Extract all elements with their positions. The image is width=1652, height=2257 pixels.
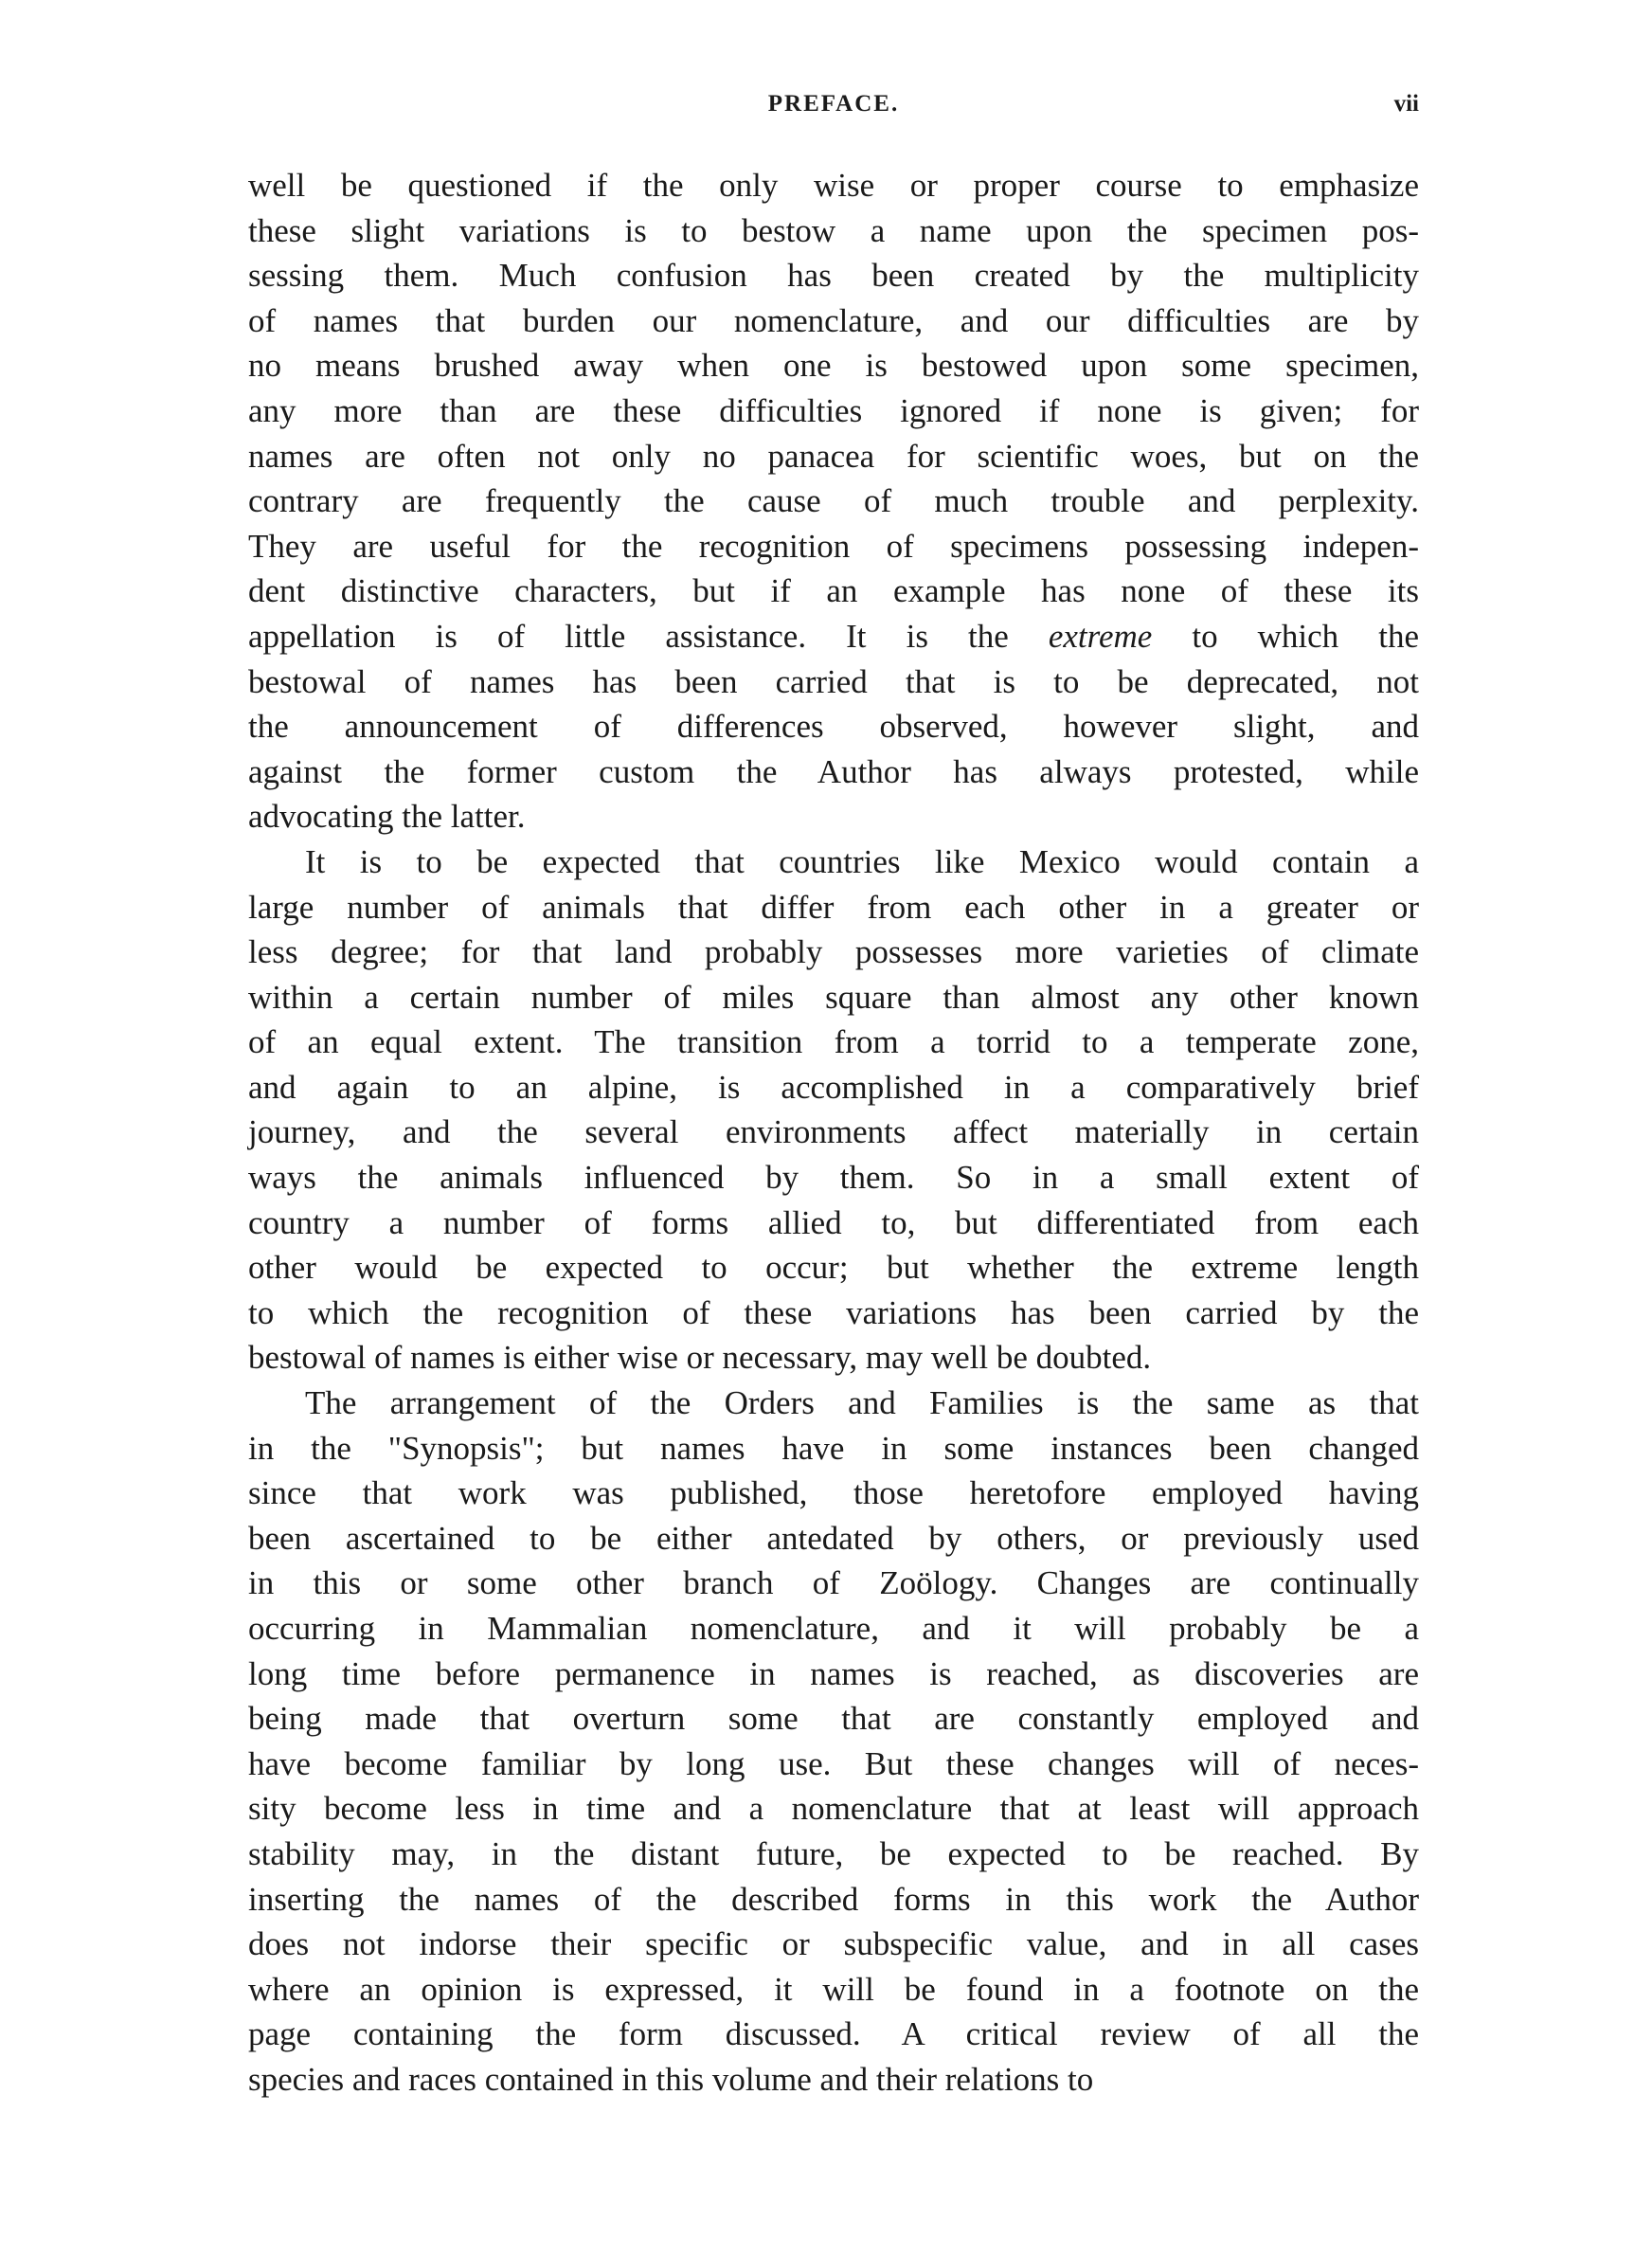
page-number: vii [1393, 91, 1419, 117]
text-line: these slight variations is to bestow a name upon the specimen pos- [248, 211, 1419, 249]
text-line: It is to be expected that countries like Mexico would contain a [305, 842, 1419, 880]
body-text [248, 163, 1419, 2103]
paragraph [248, 840, 1419, 1381]
text-line: names are often not only no panacea for scientific woes, but on the [248, 437, 1419, 475]
text-line: of an equal extent. The transition from a torrid to a temperate zone, [248, 1023, 1419, 1061]
text-line: been ascertained to be either antedated by others, or previously used [248, 1519, 1419, 1557]
text-line: journey, and the several environments affect materially in certain [248, 1113, 1419, 1151]
running-title: PREFACE. [767, 91, 900, 117]
text-line: advocating the latter. [248, 798, 526, 836]
text-line: in the "Synopsis"; but names have in some instances been changed [248, 1429, 1419, 1467]
paragraph [248, 163, 1419, 840]
paragraph [248, 1381, 1419, 2103]
text-line: against the former custom the Author has always protested, while [248, 752, 1419, 790]
text-line: less degree; for that land probably possesses more varieties of climate [248, 933, 1419, 971]
text-line: any more than are these difficulties ignored if none is given; for [248, 391, 1419, 429]
text-line: They are useful for the recognition of specimens possessing indepen- [248, 527, 1419, 565]
text-line: to which the recognition of these variations has been carried by the [248, 1293, 1419, 1331]
text-line: appellation is of little assistance. It is the extreme to which the [248, 617, 1419, 655]
text-line: inserting the names of the described forms in this work the Author [248, 1880, 1419, 1918]
text-line: bestowal of names has been carried that is to be deprecated, not [248, 662, 1419, 700]
text-line: well be questioned if the only wise or proper course to emphasize [248, 167, 1419, 204]
text-line: sessing them. Much confusion has been created by the multiplicity [248, 257, 1419, 295]
text-line: ways the animals influenced by them. So in a small extent of [248, 1159, 1419, 1197]
text-line: dent distinctive characters, but if an example has none of these its [248, 572, 1419, 610]
text-line: country a number of forms allied to, but differentiated from each [248, 1203, 1419, 1241]
text-line: sity become less in time and a nomenclature that at least will approach [248, 1790, 1419, 1828]
text-line: occurring in Mammalian nomenclature, and it will probably be a [248, 1610, 1419, 1647]
text-line: large number of animals that differ from each other in a greater or [248, 888, 1419, 926]
text-line: no means brushed away when one is bestowed upon some specimen, [248, 347, 1419, 385]
text-line: bestowal of names is either wise or necessary, may well be doubted. [248, 1339, 1152, 1377]
text-line: page containing the form discussed. A critical review of all the [248, 2015, 1419, 2053]
text-line: does not indorse their specific or subspecific value, and in all cases [248, 1925, 1419, 1963]
text-line: in this or some other branch of Zoölogy. Changes are continually [248, 1564, 1419, 1602]
text-line: contrary are frequently the cause of much trouble and perplexity. [248, 482, 1419, 520]
text-line: have become familiar by long use. But these changes will of neces- [248, 1744, 1419, 1782]
text-line: other would be expected to occur; but whether the extreme length [248, 1249, 1419, 1287]
text-line: long time before permanence in names is reached, as discoveries are [248, 1654, 1419, 1692]
emphasized-word: extreme [1048, 617, 1153, 655]
text-line: and again to an alpine, is accomplished in a comparatively brief [248, 1068, 1419, 1106]
text-line: within a certain number of miles square than almost any other known [248, 978, 1419, 1016]
text-line: where an opinion is expressed, it will be found in a footnote on the [248, 1970, 1419, 2008]
running-head [248, 91, 1419, 129]
text-line: being made that overturn some that are constantly employed and [248, 1700, 1419, 1738]
text-line: since that work was published, those heretofore employed having [248, 1474, 1419, 1512]
text-line: the announcement of differences observed, however slight, and [248, 708, 1419, 746]
text-line: The arrangement of the Orders and Families is the same as that [305, 1384, 1419, 1422]
text-line: stability may, in the distant future, be expected to be reached. By [248, 1834, 1419, 1872]
text-line: species and races contained in this volume and their relations to [248, 2060, 1094, 2098]
text-line: of names that burden our nomenclature, and our difficulties are by [248, 301, 1419, 339]
